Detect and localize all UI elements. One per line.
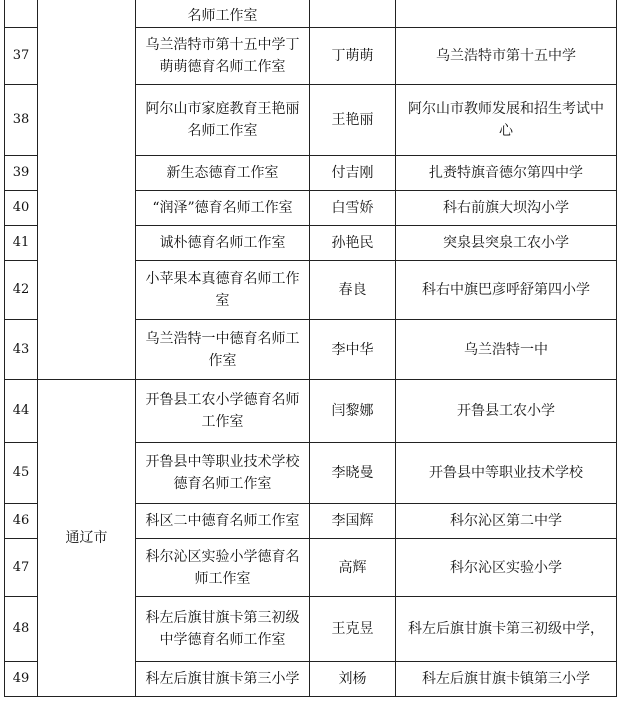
row-number-cell: 45 — [5, 443, 38, 504]
host-name-cell: 丁萌萌 — [310, 28, 396, 85]
studio-name-cell: 科左后旗甘旗卡第三小学 — [136, 662, 310, 697]
row-number-cell: 47 — [5, 539, 38, 597]
unit-cell: 科尔沁区实验小学 — [396, 539, 617, 597]
unit-cell: 乌兰浩特一中 — [396, 320, 617, 380]
studio-name-cell: 新生态德育工作室 — [136, 156, 310, 191]
host-name-cell: 白雪娇 — [310, 191, 396, 226]
row-number-cell: 49 — [5, 662, 38, 697]
unit-cell — [396, 0, 617, 28]
row-number-cell: 46 — [5, 504, 38, 539]
row-number-cell: 37 — [5, 28, 38, 85]
studio-name-cell: 阿尔山市家庭教育王艳丽名师工作室 — [136, 85, 310, 156]
row-number-cell: 42 — [5, 261, 38, 320]
unit-cell: 科左后旗甘旗卡第三初级中学， — [396, 597, 617, 662]
studio-name-cell: 乌兰浩特一中德育名师工作室 — [136, 320, 310, 380]
host-name-cell: 闫黎娜 — [310, 380, 396, 443]
row-number-cell — [5, 0, 38, 28]
studio-name-cell: 科左后旗甘旗卡第三初级中学德育名师工作室 — [136, 597, 310, 662]
row-number-cell: 44 — [5, 380, 38, 443]
studio-name-cell: 乌兰浩特市第十五中学丁萌萌德育名师工作室 — [136, 28, 310, 85]
host-name-cell — [310, 0, 396, 28]
host-name-cell: 付吉刚 — [310, 156, 396, 191]
unit-cell: 开鲁县中等职业技术学校 — [396, 443, 617, 504]
host-name-cell: 孙艳民 — [310, 226, 396, 261]
unit-cell: 开鲁县工农小学 — [396, 380, 617, 443]
host-name-cell: 李晓曼 — [310, 443, 396, 504]
region-cell: 通辽市 — [38, 380, 136, 697]
table-row — [5, 380, 617, 443]
table-row — [5, 0, 617, 28]
row-number-cell: 40 — [5, 191, 38, 226]
row-number-cell: 38 — [5, 85, 38, 156]
studio-name-cell: 科尔沁区实验小学德育名师工作室 — [136, 539, 310, 597]
row-number-cell: 39 — [5, 156, 38, 191]
row-number-cell: 41 — [5, 226, 38, 261]
unit-cell: 扎赉特旗音德尔第四中学 — [396, 156, 617, 191]
host-name-cell: 王克昱 — [310, 597, 396, 662]
host-name-cell: 刘杨 — [310, 662, 396, 697]
unit-cell: 科左后旗甘旗卡镇第三小学 — [396, 662, 617, 697]
host-name-cell: 高辉 — [310, 539, 396, 597]
studio-name-cell: “润泽”德育名师工作室 — [136, 191, 310, 226]
studio-name-cell: 名师工作室 — [136, 0, 310, 28]
studio-name-cell: 开鲁县中等职业技术学校德育名师工作室 — [136, 443, 310, 504]
unit-cell: 科右前旗大坝沟小学 — [396, 191, 617, 226]
row-number-cell: 43 — [5, 320, 38, 380]
studio-name-cell: 开鲁县工农小学德育名师工作室 — [136, 380, 310, 443]
studio-list-table — [4, 0, 617, 697]
region-cell — [38, 0, 136, 380]
host-name-cell: 春良 — [310, 261, 396, 320]
unit-cell: 乌兰浩特市第十五中学 — [396, 28, 617, 85]
studio-name-cell: 小苹果本真德育名师工作室 — [136, 261, 310, 320]
unit-cell: 科尔沁区第二中学 — [396, 504, 617, 539]
row-number-cell: 48 — [5, 597, 38, 662]
unit-cell: 阿尔山市教师发展和招生考试中心 — [396, 85, 617, 156]
host-name-cell: 李国辉 — [310, 504, 396, 539]
unit-cell: 突泉县突泉工农小学 — [396, 226, 617, 261]
studio-name-cell: 诚朴德育名师工作室 — [136, 226, 310, 261]
studio-name-cell: 科区二中德育名师工作室 — [136, 504, 310, 539]
unit-cell: 科右中旗巴彦呼舒第四小学 — [396, 261, 617, 320]
host-name-cell: 李中华 — [310, 320, 396, 380]
host-name-cell: 王艳丽 — [310, 85, 396, 156]
